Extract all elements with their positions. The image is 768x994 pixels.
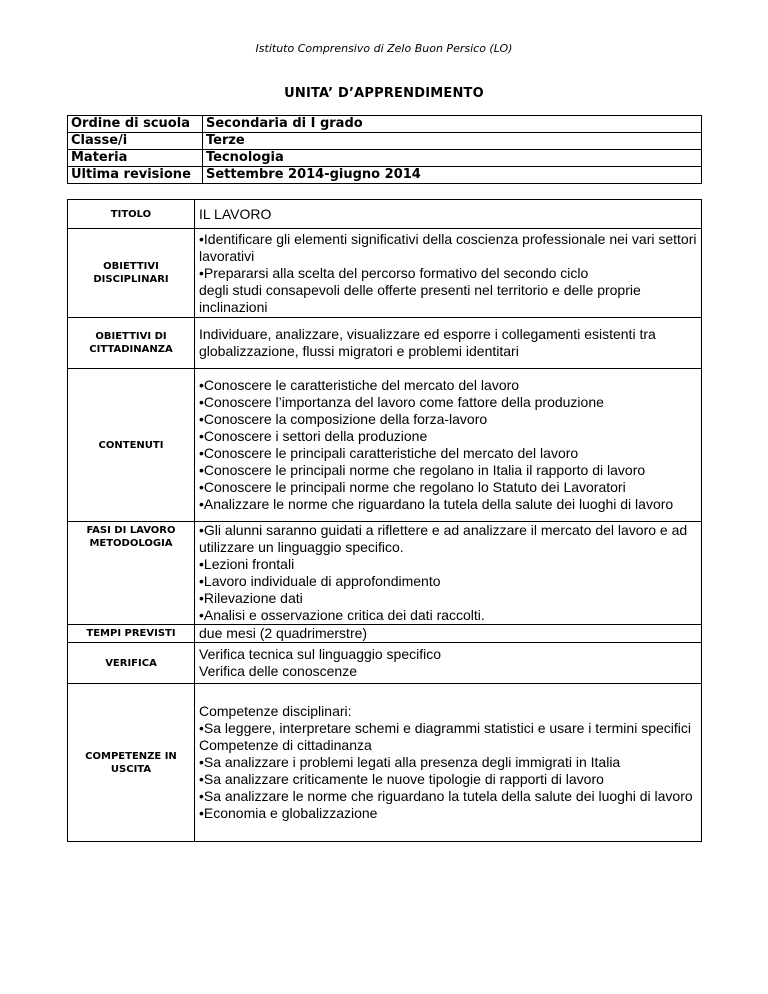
bullet-line: •Conoscere i settori della produzione: [199, 428, 428, 444]
document-title: UNITA’ D’APPRENDIMENTO: [284, 86, 484, 101]
row-competenze: [68, 684, 702, 842]
institute-header: Istituto Comprensivo di Zelo Buon Persico (LO): [255, 42, 513, 55]
bullet-line: •Analisi e osservazione critica dei dati raccolti.: [199, 607, 485, 623]
value-obiettivi-disciplinari: [195, 229, 702, 318]
value-verifica: [195, 643, 702, 684]
label-line: OBIETTIVI DI: [95, 331, 167, 342]
bullet-line: •Sa analizzare le norme che riguardano la tutela della salute dei luoghi di lavoro: [199, 788, 693, 804]
value-contenuti: [195, 369, 702, 522]
bullet-line: •Sa analizzare criticamente le nuove tipologie di rapporti di lavoro: [199, 771, 604, 787]
text-line: Competenze di cittadinanza: [199, 737, 372, 753]
label-line: METODOLOGIA: [89, 538, 173, 549]
label-contenuti: CONTENUTI: [68, 369, 195, 522]
bullet-line: •Conoscere le principali norme che regolano lo Statuto dei Lavoratori: [199, 479, 626, 495]
label-line: COMPETENZE IN: [85, 750, 177, 762]
meta-value: Settembre 2014-giugno 2014: [203, 167, 702, 184]
bullet-line: •Conoscere le principali caratteristiche del mercato del lavoro: [199, 445, 579, 461]
value-fasi: [195, 522, 702, 625]
row-fasi: [68, 522, 702, 625]
value-titolo: IL LAVORO: [195, 200, 702, 229]
bullet-line: •Conoscere l’importanza del lavoro come fattore della produzione: [199, 394, 604, 410]
bullet-line: •Prepararsi alla scelta del percorso formativo del secondo ciclo: [199, 264, 589, 281]
label-competenze: [68, 684, 195, 842]
label-titolo: TITOLO: [68, 200, 195, 229]
meta-row: [68, 133, 702, 150]
label-obiettivi-disciplinari: [68, 229, 195, 318]
label-obiettivi-cittadinanza: [68, 318, 195, 369]
learning-unit-table: [67, 199, 702, 842]
bullet-line: •Identificare gli elementi significativi della coscienza professionale nei vari settori lavorativi: [199, 230, 697, 264]
value-tempi: due mesi (2 quadrimerstre): [195, 625, 702, 643]
bullet-line: •Rilevazione dati: [199, 590, 303, 606]
bullet-line: •Conoscere le caratteristiche del mercato del lavoro: [199, 377, 520, 393]
row-titolo: [68, 200, 702, 229]
meta-key: Ultima revisione: [68, 167, 203, 184]
bullet-line: •Gli alunni saranno guidati a riflettere e ad analizzare il mercato del lavoro e ad utilizzare un linguaggio specifico.: [199, 522, 688, 555]
meta-row: [68, 116, 702, 133]
label-fasi: [68, 522, 195, 625]
row-verifica: [68, 643, 702, 684]
label-line: USCITA: [110, 763, 152, 775]
meta-key: Classe/i: [68, 133, 203, 150]
bullet-line: •Analizzare le norme che riguardano la tutela della salute dei luoghi di lavoro: [199, 496, 674, 512]
label-line: CITTADINANZA: [89, 344, 173, 355]
meta-key: Ordine di scuola: [68, 116, 203, 133]
meta-key: Materia: [68, 150, 203, 167]
row-obiettivi-cittadinanza: [68, 318, 702, 369]
text-line: Verifica delle conoscenze: [199, 663, 357, 679]
text-line: Competenze disciplinari:: [199, 703, 352, 719]
bullet-line: •Conoscere la composizione della forza-lavoro: [199, 411, 488, 427]
meta-row: [68, 150, 702, 167]
bullet-line: •Sa analizzare i problemi legati alla presenza degli immigrati in Italia: [199, 754, 621, 770]
meta-value: Secondaria di I grado: [203, 116, 702, 133]
value-obiettivi-cittadinanza: Individuare, analizzare, visualizzare ed esporre i collegamenti esistenti tra globalizzazione, flussi migratori e problemi identitari: [195, 318, 702, 369]
label-line: DISCIPLINARI: [93, 274, 169, 285]
value-competenze: [195, 684, 702, 842]
bullet-line: •Conoscere le principali norme che regolano in Italia il rapporto di lavoro: [199, 462, 646, 478]
bullet-line: •Sa leggere, interpretare schemi e diagrammi statistici e usare i termini specifici: [199, 720, 691, 736]
bullet-line: •Economia e globalizzazione: [199, 805, 378, 821]
meta-value: Terze: [203, 133, 702, 150]
label-line: OBIETTIVI: [103, 261, 159, 272]
meta-row: [68, 167, 702, 184]
meta-table: [67, 115, 702, 184]
label-verifica: VERIFICA: [68, 643, 195, 684]
bullet-line: •Lezioni frontali: [199, 556, 295, 572]
text-line: Verifica tecnica sul linguaggio specifico: [199, 646, 442, 662]
bullet-line: •Lavoro individuale di approfondimento: [199, 573, 441, 589]
label-line: FASI DI LAVORO: [86, 525, 176, 536]
label-tempi: TEMPI PREVISTI: [68, 625, 195, 643]
text-line: degli studi consapevoli delle offerte presenti nel territorio e delle proprie inclinazioni: [199, 281, 641, 315]
row-tempi: [68, 625, 702, 643]
row-obiettivi-disciplinari: [68, 229, 702, 318]
row-contenuti: [68, 369, 702, 522]
meta-value: Tecnologia: [203, 150, 702, 167]
